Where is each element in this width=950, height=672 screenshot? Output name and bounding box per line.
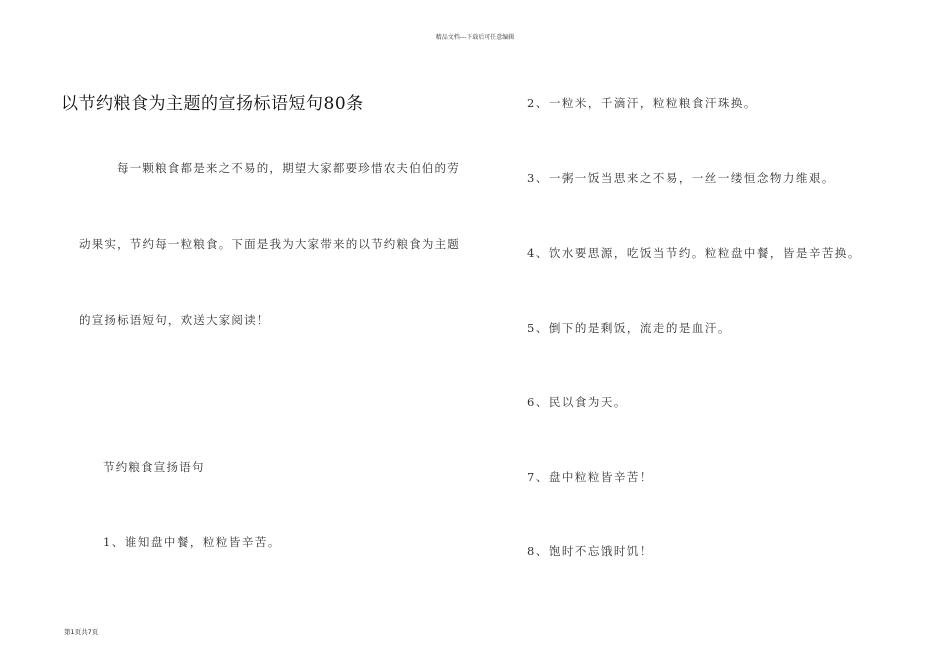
list-item-6: 6、民以食为天。	[527, 395, 627, 409]
list-item-1: 1、谁知盘中餐，粒粒皆辛苦。	[103, 535, 281, 549]
intro-line-2: 动果实，节约每一粒粮食。下面是我为大家带来的以节约粮食为主题	[79, 237, 460, 251]
list-item-8: 8、饱时不忘饿时饥！	[527, 544, 653, 558]
section-heading: 节约粮食宣扬语句	[103, 460, 205, 474]
page-number: 第1页共7页	[64, 628, 99, 636]
list-item-3: 3、一粥一饭当思来之不易，一丝一缕恒念物力维艰。	[527, 171, 835, 185]
intro-line-3: 的宣扬标语短句，欢送大家阅读！	[79, 313, 270, 327]
intro-line-1: 每一颗粮食都是来之不易的，期望大家都要珍惜农夫伯伯的劳	[117, 161, 460, 175]
header-note: 精品文档---下载后可任意编辑	[435, 34, 515, 41]
list-item-7: 7、盘中粒粒皆辛苦！	[527, 470, 653, 484]
list-item-4: 4、饮水要思源，吃饭当节约。粒粒盘中餐，皆是辛苦换。	[527, 246, 861, 260]
document-title: 以节约粮食为主题的宣扬标语短句80条	[61, 94, 364, 114]
list-item-5: 5、倒下的是剩饭，流走的是血汗。	[527, 321, 731, 335]
list-item-2: 2、一粒米，千滴汗，粒粒粮食汗珠换。	[527, 96, 757, 110]
